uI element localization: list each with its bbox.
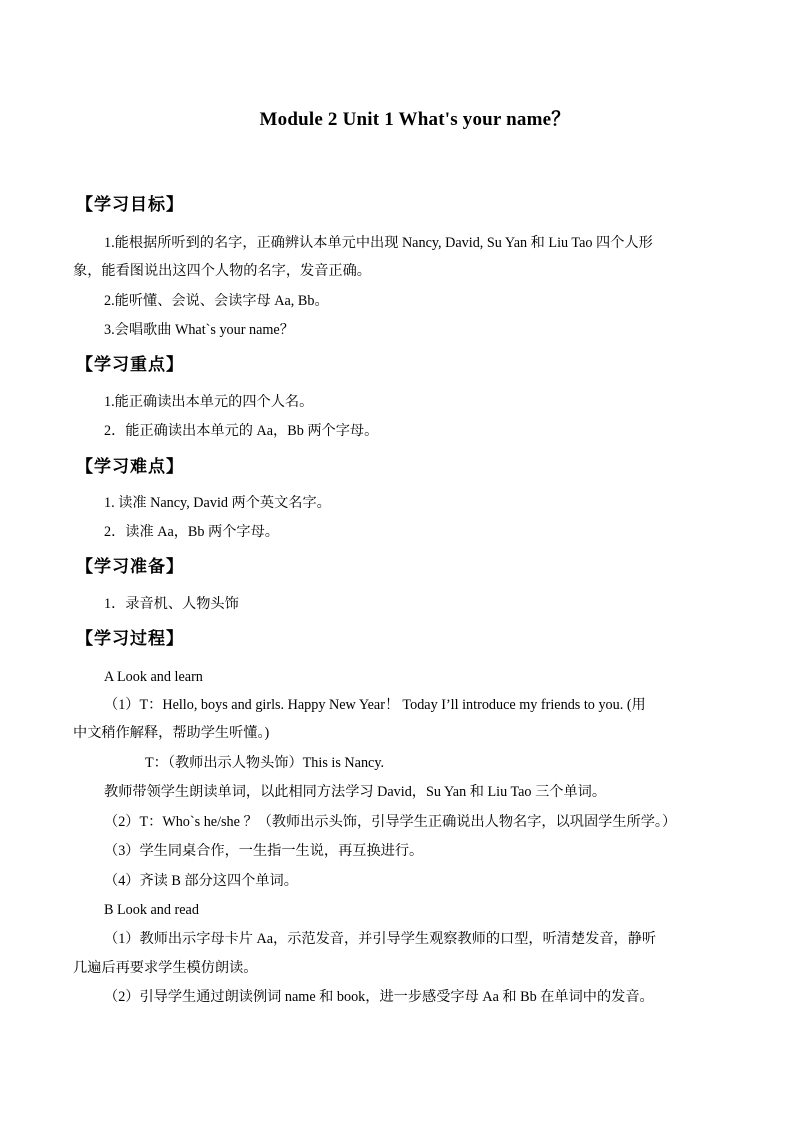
process-line: B Look and read [104,902,199,918]
process-line: （4）齐读 B 部分这四个单词。 [104,873,298,889]
process-line: 中文稍作解释，帮助学生听懂。) [73,725,270,741]
objectives-line: 1.能根据所听到的名字，正确辨认本单元中出现 Nancy, David, Su Yan 和 Liu Tao 四个人形 [104,235,653,251]
process-heading: 【学习过程】 [76,629,184,649]
process-line: 几遍后再要求学生模仿朗读。 [73,960,258,976]
process-line: T：（教师出示人物头饰）This is Nancy. [145,755,385,771]
key-points-heading: 【学习重点】 [76,355,184,375]
process-line: A Look and learn [104,669,203,685]
key-points-line: 1.能正确读出本单元的四个人名。 [104,394,314,410]
process-line: （2）引导学生通过朗读例词 name 和 book，进一步感受字母 Aa 和 Bb 在单词中的发音。 [104,989,654,1005]
page-title: Module 2 Unit 1 What's your name？ [259,109,571,130]
process-line: （1）教师出示字母卡片 Aa，示范发音，并引导学生观察教师的口型，听清楚发音，静听 [104,931,657,947]
objectives-heading: 【学习目标】 [76,195,184,215]
objectives-line: 象，能看图说出这四个人物的名字，发音正确。 [73,263,371,279]
key-points-line: 2．能正确读出本单元的 Aa，Bb 两个字母。 [104,423,379,439]
process-line: （1）T：Hello, boys and girls. Happy New Year！ Today I’ll introduce my friends to you. (用 [104,697,646,713]
preparation-line: 1．录音机、人物头饰 [104,596,239,612]
objectives-line: 2.能听懂、会说、会读字母 Aa, Bb。 [104,293,329,309]
process-line: 教师带领学生朗读单词，以此相同方法学习 David，Su Yan 和 Liu Tao 三个单词。 [104,784,607,800]
process-line: （3）学生同桌合作，一生指一生说，再互换进行。 [104,843,424,859]
objectives-line: 3.会唱歌曲 What`s your name？ [104,322,294,338]
process-line: （2）T：Who`s he/she ？（教师出示头饰，引导学生正确说出人物名字，以巩固学生所学。） [104,814,677,830]
difficulties-heading: 【学习难点】 [76,457,184,477]
preparation-heading: 【学习准备】 [76,557,184,577]
difficulties-line: 2．读准 Aa，Bb 两个字母。 [104,524,279,540]
difficulties-line: 1. 读准 Nancy, David 两个英文名字。 [104,495,331,511]
